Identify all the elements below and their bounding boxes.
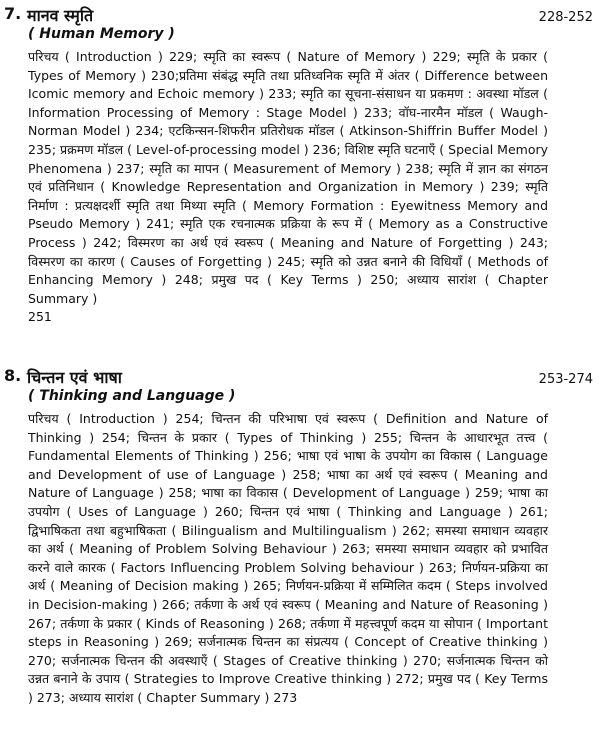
chapter-page-range: 228-252: [538, 10, 593, 25]
chapter-8: [0, 366, 600, 708]
chapter-number: 7.: [4, 4, 22, 23]
chapter-contents-text: परिचय ( Introduction ) 254; चिन्तन की परिभाषा एवं स्वरूप ( Definition and Nature of Thinking ) 254; चिन्तन के प्रकार ( Types of Thinking ) 255; चिन्तन के आधारभूत तत्त्व ( Fundamental Elements of Thinking ) 256; भाषा एवं भाषा के उपयोग का विकास ( Language and Development of use of Language ) 258; भाषा का अर्थ एवं स्वरूप ( Meaning and Nature of Language ) 258; भाषा का विकास ( Development of Language ) 259; भाषा का उपयोग ( Uses of Language ) 260; चिन्तन एवं भाषा ( Thinking and Language ) 261; द्विभाषिकता तथा बहुभाषिकता ( Bilingualism and Multilingualism ) 262; समस्या समाधान व्यवहार का अर्थ ( Meaning of Problem Solving Behaviour ) 263; समस्या समाधान व्यवहार को प्रभावित करने वाले कारक ( Factors Influencing Problem Solving behaviour ) 263; निर्णयन-प्रक्रिया का अर्थ ( Meaning of Decision making ) 265; निर्णयन-प्रक्रिया में सम्मिलित कदम ( Steps involved in Decision-making ) 266; तर्कणा के अर्थ एवं स्वरूप ( Meaning and Nature of Reasoning ) 267; तर्कणा के प्रकार ( Kinds of Reasoning ) 268; तर्कणा में महत्त्वपूर्ण कदम या सोपान ( Important steps in Reasoning ) 269; सर्जनात्मक चिन्तन का संप्रत्यय ( Concept of Creative thinking ) 270; सर्जनात्मक चिन्तन की अवस्थाएँ ( Stages of Creative thinking ) 270; सर्जनात्मक चिन्तन को उन्नत बनाने के उपाय ( Strategies to Improve Creative thinking ) 272; प्रमुख पद ( Key Terms ) 273; अध्याय सारांश ( Chapter Summary ) 273: [28, 411, 548, 705]
chapter-page-range: 253-274: [538, 372, 593, 387]
chapter-contents: [28, 410, 548, 708]
chapter-7: [0, 4, 600, 327]
chapter-contents-last-page: 251: [28, 309, 52, 325]
chapter-title: मानव स्मृति: [27, 6, 94, 25]
chapter-title: चिन्तन एवं भाषा: [27, 368, 122, 387]
chapter-heading: [0, 4, 600, 26]
chapter-heading: [0, 366, 600, 388]
chapter-number: 8.: [4, 366, 22, 385]
chapter-subtitle: ( Human Memory ): [28, 26, 175, 42]
chapter-contents-text: परिचय ( Introduction ) 229; स्मृति का स्वरूप ( Nature of Memory ) 229; स्मृति के प्रकार ( Types of Memory ) 230;प्रतिमा संबंद्ध स्मृति तथा प्रतिध्वनिक स्मृति में अंतर ( Difference between Icomic memory and Echoic memory ) 233; स्मृति का सूचना-संसाधन या प्रकमण : अवस्था मॉडल ( Information Processing of Memory : Stage Model ) 233; वॉघ-नारमैन मॉडल ( Waugh-Norman Model ) 234; एटकिन्सन-शिफरीन प्रतिरोधक मॉडल ( Atkinson-Shiffrin Buffer Model ) 235; प्रक्रमण मॉडल ( Level-of-processing model ) 236; विशिष्ट स्मृति घटनाएँ ( Special Memory Phenomena ) 237; स्मृति का मापन ( Measurement of Memory ) 238; स्मृति में ज्ञान का संगठन एवं प्रतिनिधान ( Knowledge Representation and Organization in Memory ) 239; स्मृति निर्माण : प्रत्यक्षदर्शी स्मृति तथा मिथ्या स्मृति ( Memory Formation : Eyewitness Memory and Pseudo Memory ) 241; स्मृति एक रचनात्मक प्रक्रिया के रूप में ( Memory as a Constructive Process ) 242; विस्मरण का अर्थ एवं स्वरूप ( Meaning and Nature of Forgetting ) 243; विस्मरण का कारण ( Causes of Forgetting ) 245; स्मृति को उन्नत बनाने की विधियाँ ( Methods of Enhancing Memory ) 248; प्रमुख पद ( Key Terms ) 250; अध्याय सारांश ( Chapter Summary ): [28, 49, 548, 306]
chapter-subtitle: ( Thinking and Language ): [28, 388, 236, 404]
chapter-contents: [28, 48, 548, 327]
